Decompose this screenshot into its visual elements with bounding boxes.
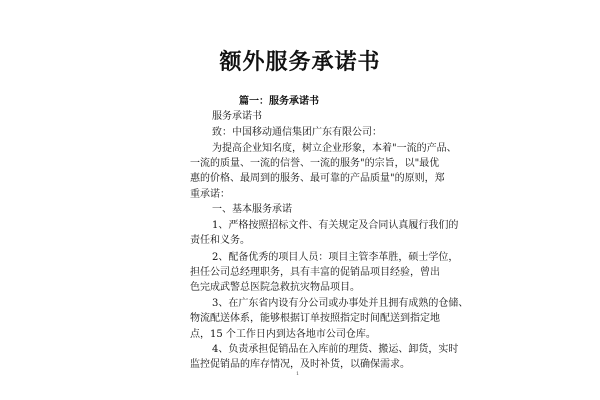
letter-subtitle: 服务承诺书 xyxy=(212,111,262,122)
addressee: 致：中国移动通信集团广东有限公司： xyxy=(212,127,382,138)
commitment-line: 监控促销品的库存情况，及时补货，以确保需求。 xyxy=(190,359,410,370)
commitment-line: 责任和义务。 xyxy=(190,235,250,246)
intro-line: 为提高企业知名度，树立企业形象，本着"一流的产品、 xyxy=(212,143,457,154)
commitment-line: 点，15 个工作日内到达各地市公司仓库。 xyxy=(190,329,376,340)
commitment-line: 3、在广东省内设有分公司或办事处并且拥有成熟的仓储、 xyxy=(212,298,469,309)
commitment-line: 1、严格按照招标文件、有关规定及合同认真履行我们的 xyxy=(212,220,459,231)
document-title: 额外服务承诺书 xyxy=(219,49,381,75)
commitment-line: 4、负责承担促销品在入库前的理货、搬运、卸货，实时 xyxy=(212,344,459,355)
chapter-heading: 篇一：服务承诺书 xyxy=(239,96,319,107)
commitment-line: 2、配备优秀的项目人员：项目主管李革胜，硕士学位， xyxy=(212,252,459,263)
commitment-line: 物流配送体系，能够根据订单按照指定时间配送到指定地 xyxy=(190,313,440,324)
commitment-line: 色完成武警总医院急救抗灾物品项目。 xyxy=(190,282,360,293)
intro-line: 重承诺： xyxy=(190,189,230,200)
commitment-line: 担任公司总经理职务，具有丰富的促销品项目经验，曾出 xyxy=(190,267,440,278)
intro-line: 惠的价格、最周到的服务、最可靠的产品质量"的原则，郑 xyxy=(190,173,445,184)
section-heading: 一、基本服务承诺 xyxy=(212,204,292,215)
page-number: 1 xyxy=(296,371,300,377)
intro-line: 一流的质量、一流的信誉、一流的服务"的宗旨，以"最优 xyxy=(190,158,440,169)
